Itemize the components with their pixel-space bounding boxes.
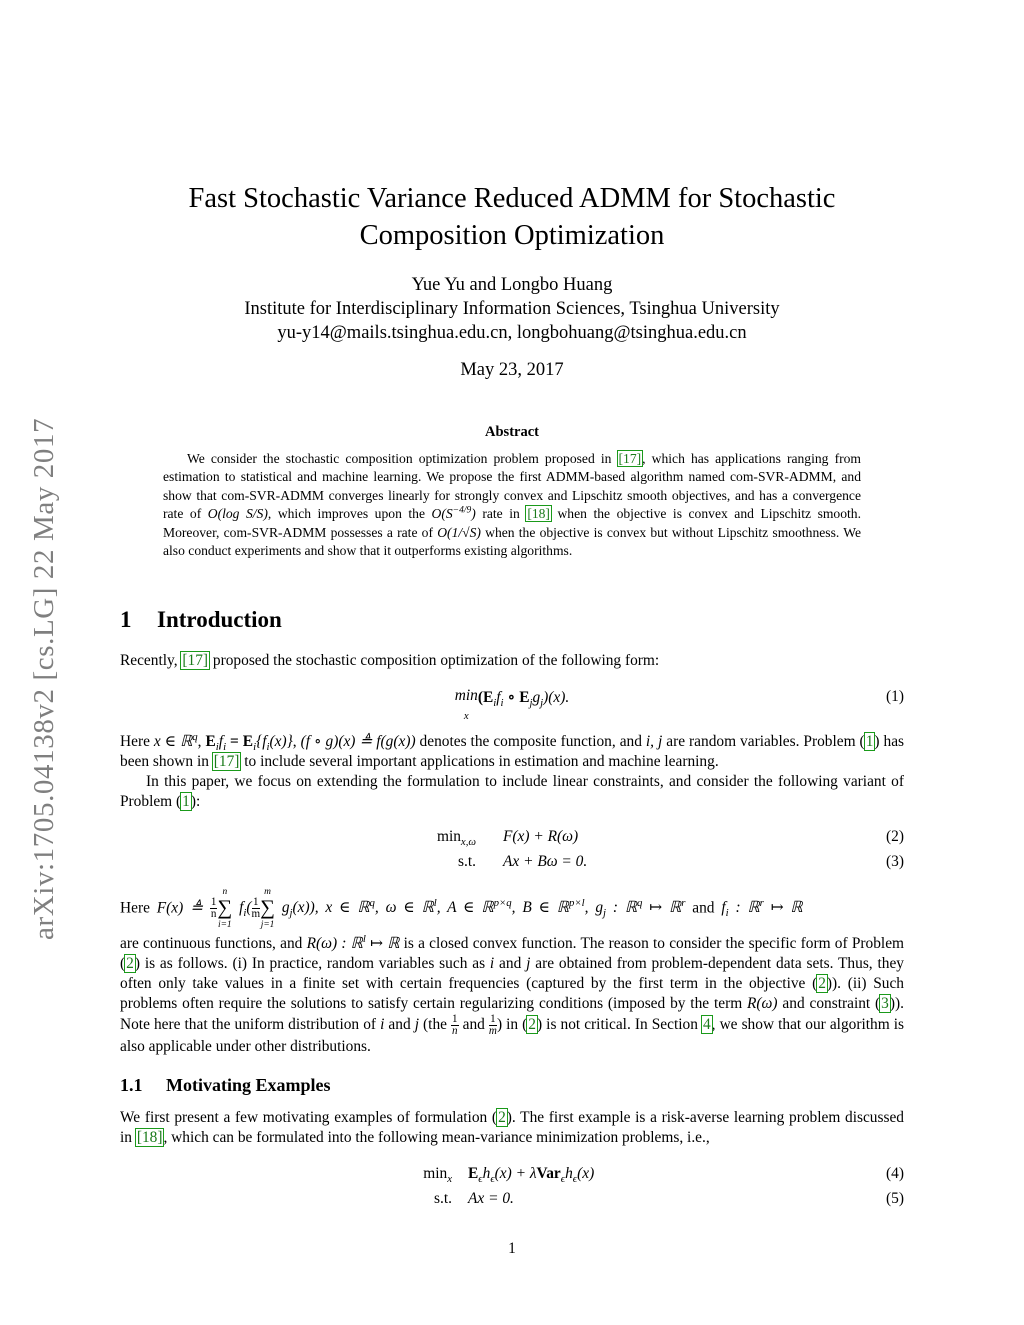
math-inline: O(log S/S): [207, 506, 268, 522]
equation-1: min $_x(E_if_i$ ∘ $E_jg_j)(x)$. (1): [454, 687, 904, 723]
equation-2: $\min_{x,\omega}$ F(x) + R(ω) (2): [436, 828, 904, 849]
citation-link[interactable]: [17]: [182, 652, 209, 669]
affiliation: Institute for Interdisciplinary Information Sciences, Tsinghua University: [244, 299, 780, 319]
equation-label: (3): [886, 853, 904, 870]
intro-paragraph-2: Here x ∈ ℝ$^q$, $E_if_i = E_i\{f_i(x)\}$, (f ∘ g)(x) ≜ f(g(x)) denotes the composite function, and i, j are random variables. Problem (1) has been shown in [17] to include several important applications in estimation and machine learning. In this paper, we focus on extending the formulation to include linear constraints, and consider the following variant of Problem (1):: [120, 730, 905, 810]
equation-label: (1): [886, 688, 904, 705]
citation-link[interactable]: [18]: [136, 1129, 163, 1146]
equation-5: s.t. Ax = 0. (5): [434, 1190, 904, 1207]
equation-ref-link[interactable]: 2: [126, 954, 134, 972]
equation-4: $\min_x$ $E_\epsilon h_\epsilon(x) + \lambda Var_\epsilon h_\epsilon(x)$ (4): [423, 1165, 904, 1186]
page-number: 1: [508, 1240, 516, 1257]
section-heading-introduction: 1 Introduction: [120, 607, 282, 632]
section-ref-link[interactable]: 4: [702, 1015, 711, 1033]
equation-ref-link[interactable]: 2: [498, 1109, 506, 1126]
equation-3: s.t. Ax + Bω = 0. (3): [458, 853, 904, 870]
equation-ref-link[interactable]: 2: [818, 974, 826, 992]
abstract-heading: Abstract: [485, 424, 539, 440]
math-inline: O(1/√S): [437, 524, 481, 540]
equation-ref-link[interactable]: 2: [528, 1015, 536, 1033]
equation-ref-link[interactable]: 1: [182, 793, 190, 810]
paper-date: May 23, 2017: [460, 360, 564, 380]
title-line-1: Fast Stochastic Variance Reduced ADMM for Stochastic: [188, 183, 836, 214]
equation-label: (5): [886, 1190, 904, 1207]
citation-link[interactable]: [18]: [527, 506, 550, 522]
authors: Yue Yu and Longbo Huang: [411, 275, 613, 295]
intro-paragraph-3: Here F(x) ≜ $\frac{1}{n}$ n ∑ i=1 $f_i$( $\frac{1}{m}$ m ∑ j=1 $g_j(x)$), x ∈ ℝ$^q$, ω ∈ ℝ$^l$, A ∈ ℝ$^{p\times q}$, B ∈ ℝ$^{p\times l}$, $g_j$ : ℝ$^q$ ↦ ℝ$^r$ and $f_i$ : ℝ$^r$ ↦ ℝ are continuous functions, and R(ω) : ℝ$^l$ ↦ ℝ is a closed convex function. The reason to consider the specific form of Problem (2) is as follows. (i) In practice, random variables such as i and j are obtained from problem-dependent data sets. Thus, they often only take values in a finite set with certain frequencies (captured by the first term in the objective (2)). (ii) Such problems often require the solutions to satisfy certain regularizing conditions (imposed by the term R(ω) and constraint (3)). Note here that the uniform distribution of i and j (the $\frac{1}{n}$ and $\frac{1}{m}$ ) in (2) is not critical. In Section 4, we show that our algorithm is also applicable under other distributions.: [120, 887, 905, 1055]
abstract-body: We consider the stochastic composition optimization problem proposed in [17], which has applications ranging from estimation to statistical and machine learning. We propose the first ADMM-based algorithm named com-SVR-ADMM, and show that com-SVR-ADMM converges linearly for strongly convex and Lipschitz smooth objectives, and has a convergence rate of O(log S/S), which improves upon the $O(S^{-4/9})$ rate in [18] when the objective is convex and Lipschitz smooth. Moreover, com-SVR-ADMM possesses a rate of O(1/√S) when the objective is convex but without Lipschitz smoothness. We also conduct experiments and show that it outperforms existing algorithms.: [163, 451, 861, 559]
emails: yu-y14@mails.tsinghua.edu.cn, longbohuang@tsinghua.edu.cn: [277, 323, 747, 343]
section-heading-motivating-examples: 1.1 Motivating Examples: [120, 1075, 331, 1095]
author-block: [120, 273, 904, 345]
motivating-paragraph-1: We first present a few motivating examples of formulation (2). The first example is a risk-averse learning problem discussed in [18], which can be formulated into the following mean-variance minimization problems, i.e.,: [120, 1109, 905, 1146]
paper-title: [120, 180, 904, 254]
citation-link[interactable]: [17]: [618, 451, 642, 466]
math-inline: $O(S^{-4/9})$: [431, 505, 476, 522]
citation-link[interactable]: [17]: [213, 753, 240, 770]
intro-paragraph-1: Recently, [17] proposed the stochastic composition optimization of the following form:: [120, 652, 660, 669]
equation-ref-link[interactable]: 3: [881, 994, 889, 1012]
arxiv-side-stamp: arXiv:1705.04138v2 [cs.LG] 22 May 2017: [28, 417, 60, 940]
equation-ref-link[interactable]: 1: [865, 733, 874, 750]
equation-label: (2): [886, 828, 904, 845]
title-line-2: Composition Optimization: [359, 220, 665, 251]
equation-label: (4): [886, 1165, 904, 1182]
